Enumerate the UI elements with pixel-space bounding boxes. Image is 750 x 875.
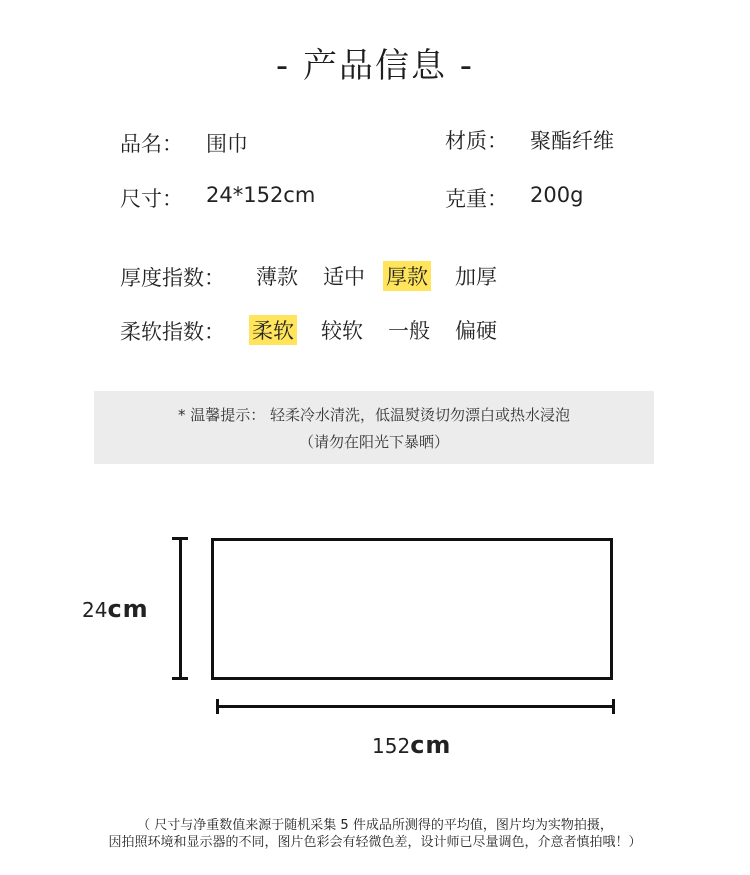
scarf-outline (211, 538, 613, 680)
softness-option-average: 一般 (388, 319, 430, 343)
size-label: 尺寸： (120, 187, 183, 211)
weight-label: 克重： (445, 187, 508, 211)
care-notice-subtext: （请勿在阳光下暴晒） (298, 433, 449, 451)
care-notice-text: * 温馨提示： 轻柔冷水清洗，低温熨烫切勿漂白或热水浸泡 (177, 406, 571, 424)
material-value: 聚酯纤维 (530, 129, 614, 153)
disclaimer-line-1: （ 尺寸与净重数值来源于随机采集 5 件成品所测得的平均值，图片均为实物拍摄， (137, 818, 613, 833)
page-title: - 产品信息 - (275, 46, 475, 86)
softness-option-fairly-soft: 较软 (321, 319, 363, 343)
height-dimension-cap-top (172, 537, 188, 540)
height-dimension-line (179, 539, 182, 679)
softness-option-stiff: 偏硬 (455, 319, 497, 343)
width-dimension-cap-right (612, 699, 615, 714)
width-dimension-label: 152cm (372, 731, 452, 759)
name-value: 围巾 (206, 132, 248, 156)
thickness-option-extra-thick: 加厚 (455, 265, 497, 289)
care-notice-box (94, 391, 654, 464)
height-dimension-label: 24cm (82, 595, 149, 623)
thickness-option-thin: 薄款 (256, 265, 298, 289)
softness-option-soft-selected: 柔软 (249, 315, 297, 345)
softness-label: 柔软指数： (120, 320, 225, 344)
disclaimer-line-2: 因拍照环境和显示器的不同，图片色彩会有轻微色差，设计师已尽量调色，介意者慎拍哦！） (108, 835, 642, 850)
width-dimension-line (217, 705, 614, 708)
name-label: 品名： (120, 132, 183, 156)
width-dimension-cap-left (216, 699, 219, 714)
size-value: 24*152cm (206, 183, 316, 207)
thickness-option-thick-selected: 厚款 (383, 261, 431, 291)
height-dimension-cap-bottom (172, 677, 188, 680)
material-label: 材质： (445, 129, 508, 153)
thickness-label: 厚度指数： (120, 266, 225, 290)
weight-value: 200g (530, 183, 584, 207)
thickness-option-medium: 适中 (323, 265, 365, 289)
